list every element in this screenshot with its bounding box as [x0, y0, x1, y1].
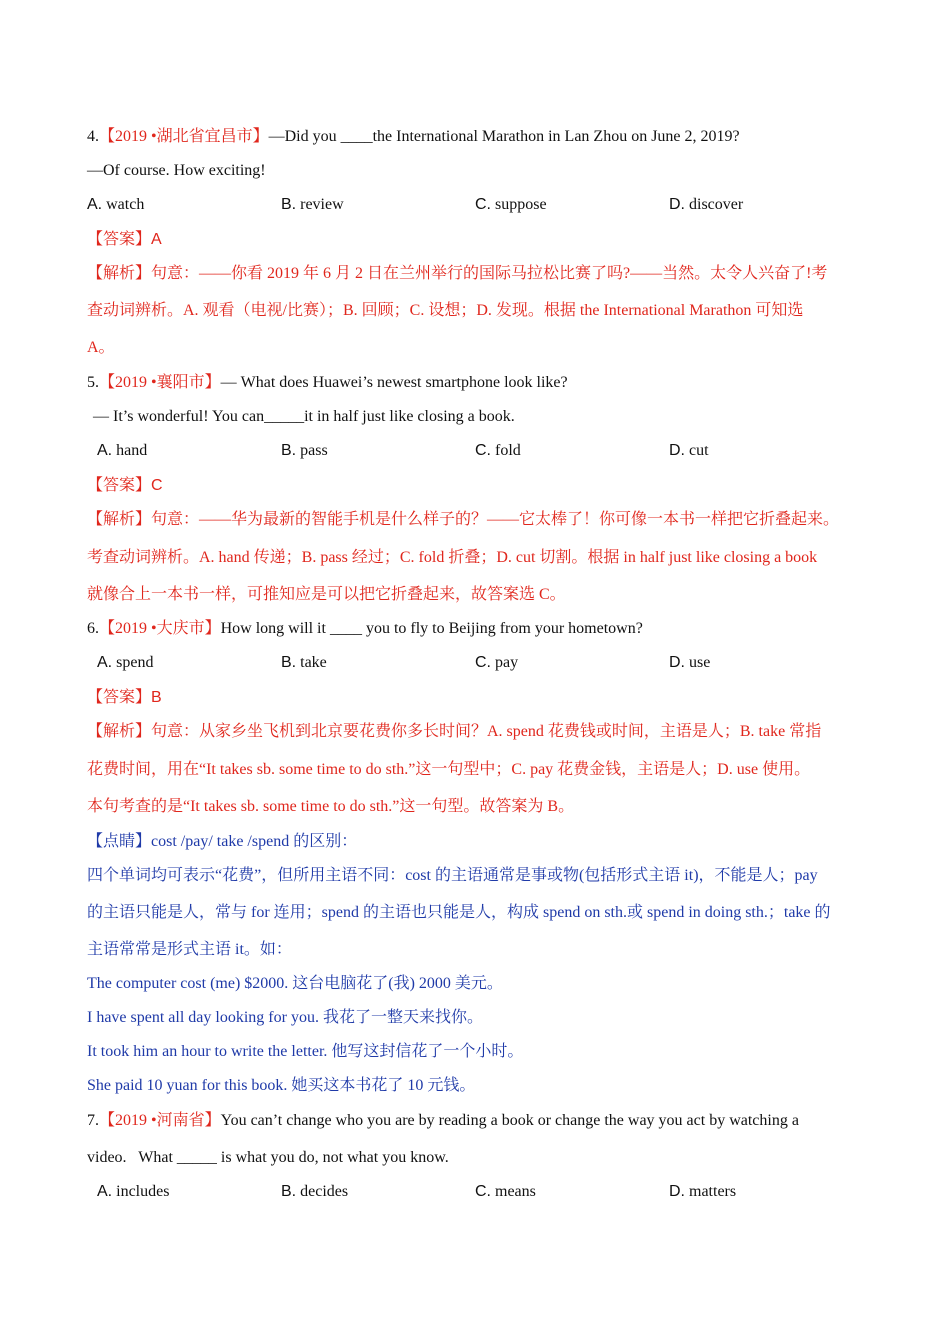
q5-option-c: C. fold	[475, 442, 521, 459]
q5-answer: 【答案】C	[87, 477, 163, 494]
q6-tip-example4: She paid 10 yuan for this book. 她买这本书花了 10 元钱。	[87, 1077, 476, 1094]
q4-option-c: C. suppose	[475, 196, 547, 213]
q5-stem	[87, 373, 568, 393]
q5-number: 5.	[87, 374, 99, 391]
q6-option-d: D. use	[669, 654, 711, 671]
q4-analysis-line3: A。	[87, 339, 115, 356]
q4-analysis-line2: 查动词辨析。A. 观看（电视/比赛）；B. 回顾；C. 设想；D. 发现。根据 the International Marathon 可知选	[87, 302, 804, 319]
q6-analysis-line2: 花费时间，用在“It takes sb. some time to do sth.”这一句型中；C. pay 花费金钱，主语是人；D. use 使用。	[87, 761, 811, 778]
q5-stem-text: — What does Huawei’s newest smartphone look like?	[220, 374, 568, 391]
q5-analysis-line3: 就像合上一本书一样，可推知应是可以把它折叠起来，故答案选 C。	[87, 586, 566, 603]
q6-answer: 【答案】B	[87, 689, 162, 706]
q5-source: 【2019 •襄阳市】	[99, 374, 221, 391]
q6-source: 【2019 •大庆市】	[99, 620, 221, 637]
q4-option-b: B. review	[281, 196, 344, 213]
q4-option-a: A. watch	[87, 196, 145, 213]
q6-tip-line1: 四个单词均可表示“花费”，但所用主语不同：cost 的主语通常是事或物(包括形式主语 it)，不能是人；pay	[87, 867, 818, 884]
q6-analysis-line3: 本句考查的是“It takes sb. some time to do sth.”这一句型。故答案为 B。	[87, 798, 575, 815]
q7-option-a: A. includes	[97, 1183, 170, 1200]
q5-option-d: D. cut	[669, 442, 709, 459]
q6-tip-heading: 【点睛】cost /pay/ take /spend 的区别：	[87, 833, 358, 850]
q6-tip-example1: The computer cost (me) $2000. 这台电脑花了(我) 2000 美元。	[87, 975, 503, 992]
q6-tip-example2: I have spent all day looking for you. 我花了一整天来找你。	[87, 1009, 483, 1026]
q6-option-b: B. take	[281, 654, 327, 671]
q6-option-c: C. pay	[475, 654, 519, 671]
q6-tip-line2: 的主语只能是人，常与 for 连用；spend 的主语也只能是人，构成 spend on sth.或 spend in doing sth.；take 的	[87, 904, 831, 921]
q4-stem	[87, 127, 740, 147]
q5-analysis-line2: 考查动词辨析。A. hand 传递；B. pass 经过；C. fold 折叠；D. cut 切割。根据 in half just like closing a book	[87, 549, 818, 566]
q4-stem-text: —Did you ____the International Marathon in Lan Zhou on June 2, 2019?	[268, 128, 740, 145]
q4-analysis-line1: 【解析】句意：——你看 2019 年 6 月 2 日在兰州举行的国际马拉松比赛了吗?——当然。太令人兴奋了!考	[87, 265, 828, 282]
q6-stem-text: How long will it ____ you to fly to Beijing from your hometown?	[220, 620, 643, 637]
q6-analysis-line1: 【解析】句意：从家乡坐飞机到北京要花费你多长时间？A. spend 花费钱或时间，主语是人；B. take 常指	[87, 723, 822, 740]
q7-stem	[87, 1111, 799, 1131]
q5-option-b: B. pass	[281, 442, 328, 459]
q6-tip-line3: 主语常常是形式主语 it。如：	[87, 941, 292, 958]
q4-stem-line2: —Of course. How exciting!	[87, 162, 266, 179]
q7-number: 7.	[87, 1112, 99, 1129]
q5-stem-line2: — It’s wonderful! You can_____it in half just like closing a book.	[93, 408, 515, 425]
q4-answer: 【答案】A	[87, 231, 162, 248]
q7-stem-text: You can’t change who you are by reading a book or change the way you act by watching a	[220, 1112, 799, 1129]
q7-source: 【2019 •河南省】	[99, 1112, 221, 1129]
q4-number: 4.	[87, 128, 99, 145]
q7-stem-line2: video. What _____ is what you do, not what you know.	[87, 1149, 449, 1166]
q6-tip-example3: It took him an hour to write the letter. 他写这封信花了一个小时。	[87, 1043, 524, 1060]
q4-source: 【2019 •湖北省宜昌市】	[99, 128, 269, 145]
q6-stem	[87, 619, 643, 639]
q6-number: 6.	[87, 620, 99, 637]
q5-option-a: A. hand	[97, 442, 148, 459]
q7-option-b: B. decides	[281, 1183, 349, 1200]
q7-option-d: D. matters	[669, 1183, 737, 1200]
q5-analysis-line1: 【解析】句意：——华为最新的智能手机是什么样子的？——它太棒了！你可像一本书一样把它折叠起来。	[87, 511, 840, 528]
q6-option-a: A. spend	[97, 654, 154, 671]
q7-option-c: C. means	[475, 1183, 536, 1200]
q4-option-d: D. discover	[669, 196, 744, 213]
